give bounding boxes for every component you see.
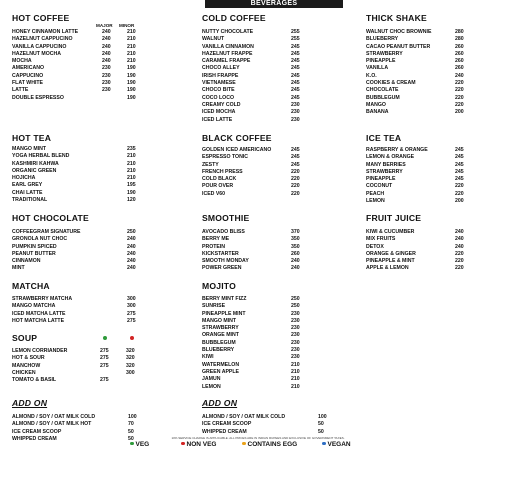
item-name: ZESTY <box>202 161 219 168</box>
item-price: 370 <box>291 229 300 235</box>
item-name: DETOX <box>366 243 384 250</box>
item-price: 245 <box>291 147 300 153</box>
item-name: LEMON CORRIANDER <box>12 348 68 354</box>
item-name: PINEAPPLE & MINT <box>366 258 415 265</box>
item-name: SMOOTH MONDAY <box>202 258 249 265</box>
section-add-on-left <box>12 398 137 442</box>
item-price: 240 <box>102 43 111 50</box>
item-name: GRONOLA NUT CHOC <box>12 236 68 243</box>
item-price: 300 <box>127 296 136 302</box>
item-price: 100 <box>128 414 137 420</box>
section-fruit-juice <box>366 213 464 272</box>
item-name: HOT MATCHA LATTE <box>12 317 65 324</box>
item-name: GOLDEN ICED AMERICANO <box>202 147 272 153</box>
item-price: 275 <box>100 355 109 362</box>
item-name: VANILLA <box>366 65 389 72</box>
item-price: 260 <box>455 58 464 65</box>
item-name: DOUBLE ESPRESSO <box>12 94 64 101</box>
item-price: 220 <box>455 183 464 190</box>
item-name: CREAMY COLD <box>202 101 241 108</box>
item-price: 240 <box>455 229 464 235</box>
item-name: COOKIES & CREAM <box>366 80 416 87</box>
item-price: 230 <box>291 354 300 361</box>
item-name: POWER GREEN <box>202 265 242 272</box>
item-name: TOMATO & BASIL <box>12 377 57 384</box>
item-name: ALMOND / SOY / OAT MILK HOT <box>12 421 92 428</box>
item-price-secondary: 210 <box>127 29 136 35</box>
item-name: LEMON <box>202 383 221 390</box>
item-price: 210 <box>291 368 300 375</box>
section-mojito <box>202 281 300 390</box>
item-price: 245 <box>291 65 300 72</box>
item-name: ORGANIC GREEN <box>12 167 57 174</box>
item-name: TRADITIONAL <box>12 197 48 204</box>
price-header-major: MAJOR <box>96 23 113 28</box>
item-name: BERRY ME <box>202 236 230 243</box>
item-name: CACAO PEANUT BUTTER <box>366 43 431 50</box>
section-hot-coffee <box>12 13 136 101</box>
item-price-secondary: 190 <box>127 94 136 101</box>
item-price: 275 <box>127 317 136 324</box>
section-hot-tea <box>12 133 136 204</box>
legend-label: CONTAINS EGG <box>247 441 298 448</box>
item-price: 50 <box>128 435 134 442</box>
legend-vegan <box>322 441 351 449</box>
item-name: HOT & SOUR <box>12 355 45 362</box>
section-black-coffee <box>202 133 300 197</box>
item-name: KICKSTARTER <box>202 250 239 257</box>
item-name: VIETNAMESE <box>202 80 236 87</box>
item-name: HAZELNUT MOCHA <box>12 50 61 57</box>
item-name: POUR OVER <box>202 183 234 190</box>
item-name: CHOCO ALLEY <box>202 65 240 72</box>
item-price: 220 <box>291 190 300 197</box>
item-name: FRENCH PRESS <box>202 168 243 175</box>
item-price: 245 <box>291 80 300 87</box>
item-name: KIWI <box>202 354 214 361</box>
item-price: 210 <box>127 175 136 182</box>
item-name: BLUEBERRY <box>202 347 235 354</box>
item-price: 280 <box>455 29 464 35</box>
section-title: HOT CHOCOLATE <box>12 213 89 223</box>
item-price: 210 <box>127 153 136 160</box>
item-name: BANANA <box>366 109 389 116</box>
item-name: HOJICHA <box>12 175 36 182</box>
item-name: AVOCADO BLISS <box>202 229 245 235</box>
item-price: 220 <box>291 168 300 175</box>
item-price: 245 <box>291 43 300 50</box>
item-name: ALMOND / SOY / OAT MILK COLD <box>12 414 96 420</box>
section-title: HOT COFFEE <box>12 13 70 23</box>
item-name: ICED MOCHA <box>202 109 236 116</box>
item-name: MIX FRUITS <box>366 236 396 243</box>
section-add-on-right <box>202 398 327 435</box>
item-price: 245 <box>455 168 464 175</box>
item-name: KIWI & CUCUMBER <box>366 229 415 235</box>
item-price: 275 <box>100 348 109 354</box>
legend-label: NON VEG <box>186 441 217 448</box>
veg-dot-icon <box>103 336 107 340</box>
item-name: WALNUT <box>202 36 225 43</box>
item-price-secondary: 210 <box>127 36 136 43</box>
item-price: 230 <box>291 347 300 354</box>
item-name: CHAI LATTE <box>12 189 43 196</box>
item-name: COLD BLACK <box>202 176 237 183</box>
item-name: ALMOND / SOY / OAT MILK COLD <box>202 414 286 420</box>
item-price: 240 <box>455 243 464 250</box>
legend-veg <box>130 441 149 449</box>
item-price-secondary: 320 <box>126 348 135 354</box>
item-price: 250 <box>291 303 300 310</box>
item-price: 50 <box>318 421 324 428</box>
item-price: 245 <box>291 94 300 101</box>
item-name: MANGO MATCHA <box>12 303 56 310</box>
section-title: BLACK COFFEE <box>202 133 272 143</box>
item-name: IRISH FRAPPE <box>202 72 239 79</box>
item-price: 220 <box>455 80 464 87</box>
item-price: 230 <box>291 325 300 332</box>
item-name: PUMPKIN SPICED <box>12 243 57 250</box>
item-price: 230 <box>291 101 300 108</box>
veg-dot-icon <box>130 442 134 446</box>
item-name: ORANGE MINT <box>202 332 239 339</box>
section-title: ADD ON <box>202 398 238 408</box>
item-name: BUBBLEGUM <box>366 94 400 101</box>
section-hot-chocolate <box>12 213 136 272</box>
item-name: BLUEBERRY <box>366 36 399 43</box>
item-name: BUBBLEGUM <box>202 339 236 346</box>
item-price-secondary: 320 <box>126 355 135 362</box>
item-price: 220 <box>455 101 464 108</box>
item-name: WATERMELON <box>202 361 240 368</box>
legend-non-veg <box>181 441 216 449</box>
item-price: 350 <box>291 243 300 250</box>
item-name: COCONUT <box>366 183 393 190</box>
item-price: 260 <box>455 65 464 72</box>
section-soup <box>12 333 135 384</box>
item-name: STRAWBERRY <box>366 50 403 57</box>
item-price-secondary: 190 <box>127 87 136 94</box>
item-price: 300 <box>127 303 136 310</box>
item-name: MINT <box>12 265 25 272</box>
item-price: 245 <box>455 176 464 183</box>
item-name: WHIPPED CREAM <box>12 435 57 442</box>
item-price-secondary: 190 <box>127 65 136 72</box>
item-price: 230 <box>291 339 300 346</box>
item-price: 210 <box>127 160 136 167</box>
item-name: MANGO MINT <box>12 146 47 152</box>
item-price: 245 <box>455 154 464 161</box>
item-name: WHIPPED CREAM <box>202 428 247 435</box>
item-name: MANGO MINT <box>202 317 237 324</box>
item-name: APPLE & LEMON <box>366 265 409 272</box>
item-name: PINEAPPLE <box>366 176 396 183</box>
item-price: 235 <box>127 146 136 152</box>
item-name: CAPPUCINO <box>12 72 44 79</box>
item-price: 240 <box>102 58 111 65</box>
item-price: 210 <box>291 383 300 390</box>
item-price: 230 <box>291 332 300 339</box>
item-price: 240 <box>102 36 111 43</box>
item-name: PEACH <box>366 190 385 197</box>
item-price: 240 <box>127 265 136 272</box>
item-price: 260 <box>455 50 464 57</box>
item-price: 240 <box>455 236 464 243</box>
item-price: 210 <box>127 167 136 174</box>
section-smoothie <box>202 213 300 272</box>
section-title: COLD COFFEE <box>202 13 266 23</box>
item-name: COFFEEGRAM SIGNATURE <box>12 229 81 235</box>
item-name: COCO LOCO <box>202 94 234 101</box>
item-name: WALNUT CHOC BROWNIE <box>366 29 432 35</box>
item-price: 240 <box>455 72 464 79</box>
item-name: PINEAPPLE MINT <box>202 310 246 317</box>
item-price: 220 <box>291 183 300 190</box>
item-name: MANY BERRIES <box>366 161 406 168</box>
section-title: MATCHA <box>12 281 50 291</box>
item-price: 120 <box>127 197 136 204</box>
item-name: AMERICANO <box>12 65 44 72</box>
section-title: ICE TEA <box>366 133 402 143</box>
item-name: MANGO <box>366 101 386 108</box>
section-title: SOUP <box>12 333 38 343</box>
item-price: 250 <box>127 229 136 235</box>
legend-label: VEG <box>135 441 150 448</box>
item-name: BERRY MINT FIZZ <box>202 296 247 302</box>
item-price: 190 <box>127 189 136 196</box>
section-matcha <box>12 281 136 324</box>
item-price: 280 <box>455 36 464 43</box>
item-name: STRAWBERRY <box>366 168 403 175</box>
item-name: YOGA HERBAL BLEND <box>12 153 70 160</box>
item-price: 240 <box>127 243 136 250</box>
item-price: 245 <box>291 72 300 79</box>
item-name: PINEAPPLE <box>366 58 396 65</box>
item-price: 195 <box>127 182 136 189</box>
item-price: 260 <box>455 43 464 50</box>
item-name: RASPBERRY & ORANGE <box>366 147 428 153</box>
item-name: CINNAMON <box>12 258 41 265</box>
item-price: 275 <box>127 310 136 317</box>
item-price: 220 <box>455 87 464 94</box>
item-price: 50 <box>318 428 324 435</box>
item-price: 210 <box>291 376 300 383</box>
item-name: STRAWBERRY MATCHA <box>12 296 73 302</box>
item-name: VANILLA CINNAMON <box>202 43 254 50</box>
item-price: 220 <box>455 265 464 272</box>
item-price: 240 <box>127 258 136 265</box>
item-price: 240 <box>102 50 111 57</box>
item-price-secondary: 190 <box>127 72 136 79</box>
item-name: CARAMEL FRAPPE <box>202 58 251 65</box>
section-title: MOJITO <box>202 281 236 291</box>
item-price-secondary: 210 <box>127 58 136 65</box>
item-price: 350 <box>291 236 300 243</box>
item-price: 200 <box>455 198 464 205</box>
item-name: VANILLA CAPPUCINO <box>12 43 67 50</box>
item-price: 100 <box>318 414 327 420</box>
item-price-secondary: 210 <box>127 43 136 50</box>
item-name: LATTE <box>12 87 29 94</box>
item-price: 220 <box>455 190 464 197</box>
item-price: 240 <box>291 258 300 265</box>
item-name: CHOCO BITE <box>202 87 235 94</box>
item-price: 245 <box>291 87 300 94</box>
item-name: HAZELNUT CAPPUCINO <box>12 36 73 43</box>
item-price: 240 <box>291 265 300 272</box>
item-price: 220 <box>455 94 464 101</box>
egg-dot-icon <box>242 442 246 446</box>
item-name: HAZELNUT FRAPPE <box>202 50 253 57</box>
item-price-secondary: 320 <box>126 362 135 369</box>
item-name: ESPRESSO TONIC <box>202 154 249 161</box>
item-price: 240 <box>127 250 136 257</box>
item-price-secondary: 190 <box>127 80 136 87</box>
item-price-secondary: 210 <box>127 50 136 57</box>
item-price: 220 <box>455 250 464 257</box>
section-title: HOT TEA <box>12 133 52 143</box>
item-price: 255 <box>291 29 300 35</box>
item-name: GREEN APPLE <box>202 368 239 375</box>
price-header-minor: MINOR <box>119 23 135 28</box>
menu-banner: BEVERAGES <box>205 0 343 8</box>
legend-label: VEGAN <box>327 441 351 448</box>
item-price: 255 <box>291 36 300 43</box>
item-price: 250 <box>291 296 300 302</box>
item-name: KASHMIRI KAHWA <box>12 160 59 167</box>
item-price: 245 <box>291 58 300 65</box>
item-name: CHICKEN <box>12 369 36 376</box>
item-price: 230 <box>291 116 300 123</box>
item-name: NUTTY CHOCOLATE <box>202 29 254 35</box>
item-price: 230 <box>291 310 300 317</box>
item-price: 220 <box>455 258 464 265</box>
item-price: 245 <box>291 161 300 168</box>
item-price: 220 <box>291 176 300 183</box>
item-price: 230 <box>291 317 300 324</box>
item-name: LEMON & ORANGE <box>366 154 415 161</box>
item-name: MANCHOW <box>12 362 41 369</box>
item-price-secondary: 300 <box>126 369 135 376</box>
item-price: 245 <box>455 147 464 153</box>
item-price: 230 <box>291 109 300 116</box>
item-price: 245 <box>291 154 300 161</box>
item-price: 50 <box>128 428 134 435</box>
item-name: ICE CREAM SCOOP <box>202 421 252 428</box>
item-price: 230 <box>102 87 111 94</box>
item-price: 210 <box>291 361 300 368</box>
section-ice-tea <box>366 133 464 205</box>
item-name: JAMUN <box>202 376 221 383</box>
section-cold-coffee <box>202 13 300 123</box>
item-name: ORANGE & GINGER <box>366 250 416 257</box>
item-price: 275 <box>100 377 109 384</box>
item-name: STRAWBERRY <box>202 325 239 332</box>
section-title: ADD ON <box>12 398 48 408</box>
item-name: HONEY CINNAMON LATTE <box>12 29 79 35</box>
section-title: THICK SHAKE <box>366 13 427 23</box>
item-name: CHOCOLATE <box>366 87 399 94</box>
item-name: MOCHA <box>12 58 32 65</box>
item-name: SUNRISE <box>202 303 226 310</box>
item-name: ICED MATCHA LATTE <box>12 310 66 317</box>
item-price: 240 <box>102 29 111 35</box>
item-name: ICE CREAM SCOOP <box>12 428 62 435</box>
item-name: ICED LATTE <box>202 116 233 123</box>
item-price: 275 <box>100 362 109 369</box>
item-price: 230 <box>102 65 111 72</box>
item-price: 70 <box>128 421 134 428</box>
item-price: 240 <box>127 236 136 243</box>
item-name: K.O. <box>366 72 377 79</box>
item-price: 230 <box>102 72 111 79</box>
item-price: 245 <box>455 161 464 168</box>
item-name: LEMON <box>366 198 385 205</box>
item-name: PROTEIN <box>202 243 226 250</box>
service-charge-footnote: 10% SERVICE CHARGE IS APPLICABLE. ALL PRICES ARE IN INDIAN RUPEES AND EXCLUSIVE OF GOVERNMENT TAXES. <box>171 436 345 440</box>
section-title: FRUIT JUICE <box>366 213 422 223</box>
item-name: ICED V60 <box>202 190 226 197</box>
item-price: 245 <box>291 50 300 57</box>
item-name: FLAT WHITE <box>12 80 44 87</box>
item-price: 200 <box>455 109 464 116</box>
vegan-dot-icon <box>322 442 326 446</box>
non-veg-dot-icon <box>130 336 134 340</box>
non-veg-dot-icon <box>181 442 185 446</box>
section-thick-shake <box>366 13 464 116</box>
section-title: SMOOTHIE <box>202 213 250 223</box>
item-name: EARL GREY <box>12 182 43 189</box>
diet-legend <box>0 441 516 449</box>
item-price: 230 <box>102 80 111 87</box>
legend-contains-egg <box>242 441 297 449</box>
item-price: 260 <box>291 250 300 257</box>
item-name: PEANUT BUTTER <box>12 250 56 257</box>
